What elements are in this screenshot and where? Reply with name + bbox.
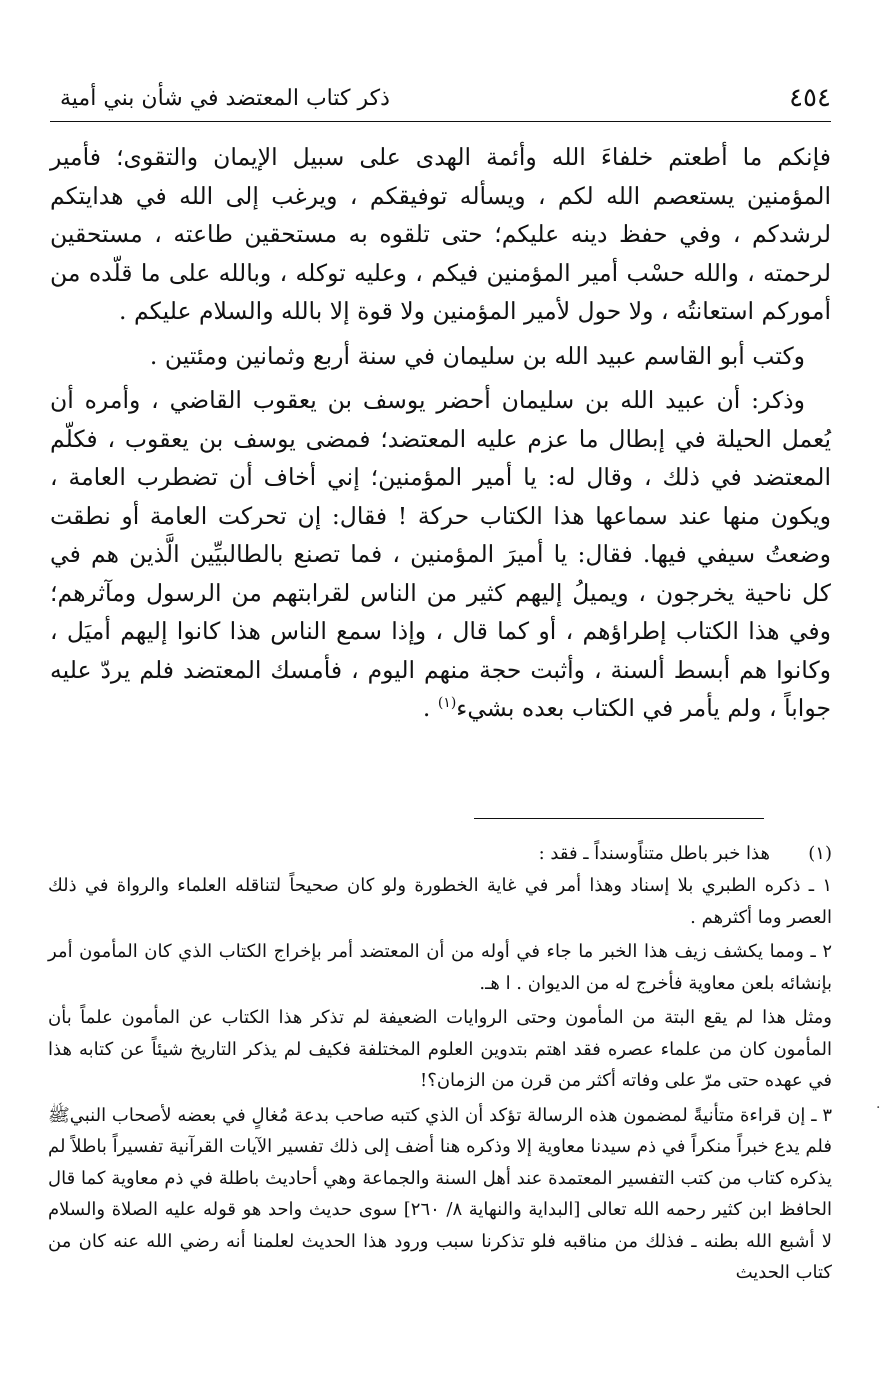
paragraph-2: وكتب أبو القاسم عبيد الله بن سليمان في سنة أربع وثمانين ومئتين . — [149, 341, 805, 370]
paragraph-3-end: . — [422, 694, 438, 722]
margin-mark: · — [876, 1100, 881, 1116]
footnote-item-1: ١ ـ ذكره الطبري بلا إسناد وهذا أمر في غاية الخطورة ولو كان صحيحاً لتناقله العلماء والرواة في ذلك العصر وما أكثرهم . — [48, 875, 832, 928]
paragraph-1: فإنكم ما أطعتم خلفاءَ الله وأئمة الهدى على سبيل الإيمان والتقوى؛ فأمير المؤمنين يستعصم الله لكم ، ويسأله توفيقكم ، ويرغب إلى الله في هدايتكم لرشدكم ، وفي حفظ دينه عليكم؛ حتى تلقوه به مستحقين طاعته ، مستحقين لرحمته ، والله حسْب أمير المؤمنين فيكم ، وعليه توكله ، وبالله على ما قلّده من أموركم استعانتُه ، ولا حول لأمير المؤمنين ولا قوة إلا بالله والسلام عليكم . — [50, 143, 831, 325]
paragraph-3 — [50, 381, 831, 728]
page-header — [50, 78, 831, 120]
footnote-intro: هذا خبر باطل متناًوسنداً ـ فقد : — [538, 843, 770, 864]
footnote-heading — [48, 840, 832, 868]
footnote-item-2-continued: ومثل هذا لم يقع البتة من المأمون وحتى الروايات الضعيفة لم تذكر هذا الكتاب عن المأمون علماً بأن المأمون كان من علماء عصره فقد اهتم بتدوين العلوم المختلفة فكيف لم يذكر التاريخ شيئاً عن كتابه هذا في عهده حتى مرّ على وفاته أكثر من قرن من الزمان؟! — [48, 1007, 833, 1091]
footnote-item-3: ٣ ـ إن قراءة متأنيةً لمضمون هذه الرسالة تؤكد أن الذي كتبه صاحب بدعة مُغالٍ في بعضه لأصحاب النبيﷺ فلم يدع خبراً منكراً في ذم سيدنا معاوية إلا وذكره هنا أضف إلى ذلك تفسير الآيات القرآنية تفسيراً باطلاً لم يذكره كتاب من كتب التفسير المعتمدة عند أهل السنة والجماعة وهي أحاديث باطلة في ذم معاوية كما قال الحافظ ابن كثير رحمه الله تعالى [البداية والنهاية ٨/ ٢٦٠] سوى حديث واحد هو قوله عليه الصلاة والسلام لا أشبع الله بطنه ـ فذلك من مناقبه فلو تذكرنا سبب ورود هذا الحديث لعلمنا أنه رضي الله عنه كان من كتاب الحديث — [48, 1104, 832, 1283]
footnote-number: (١) — [808, 843, 832, 864]
footnotes — [48, 840, 832, 1292]
paragraph-3-text: وذكر: أن عبيد الله بن سليمان أحضر يوسف بن يعقوب القاضي ، وأمره أن يُعمل الحيلة في إبطال ما عزم عليه المعتضد؛ فمضى يوسف بن يعقوب ، فكلّم المعتضد في ذلك ، وقال له: يا أمير المؤمنين؛ إني أخاف أن تضطرب العامة ، ويكون منها عند سماعها هذا الكتاب حركة ! فقال: إن تحركت العامة أو نطقت وضعتُ سيفي فيها. فقال: يا أميرَ المؤمنين ، فما تصنع بالطالبيِّين الَّذين هم في كل ناحية يخرجون ، ويميلُ إليهم كثير من الناس لقرابتهم من الرسول ومآثرهم؛ وفي هذا الكتاب إطراؤهم ، أو كما قال ، وإذا سمع الناس هذا كانوا إليهم أميَل ، وكانوا هم أبسط ألسنة ، وأثبت حجة منهم اليوم ، فأمسك المعتضد فلم يردّ عليه جواباً ، ولم يأمر في الكتاب بعده بشيء — [50, 386, 831, 722]
page-number: ٤٥٤ — [789, 83, 831, 113]
header-rule — [50, 121, 831, 122]
footnote-item-2: ٢ ـ ومما يكشف زيف هذا الخبر ما جاء في أوله من أن المعتضد أمر بإخراج الكتاب الذي كان المأمون أمر بإنشائه بلعن معاوية فأخرج له من الديوان . ا هـ. — [48, 941, 832, 994]
running-title: ذكر كتاب المعتضد في شأن بني أمية — [60, 86, 390, 111]
footnote-separator — [474, 818, 764, 819]
footnote-reference[interactable]: (١) — [437, 695, 457, 712]
main-text — [50, 138, 831, 734]
